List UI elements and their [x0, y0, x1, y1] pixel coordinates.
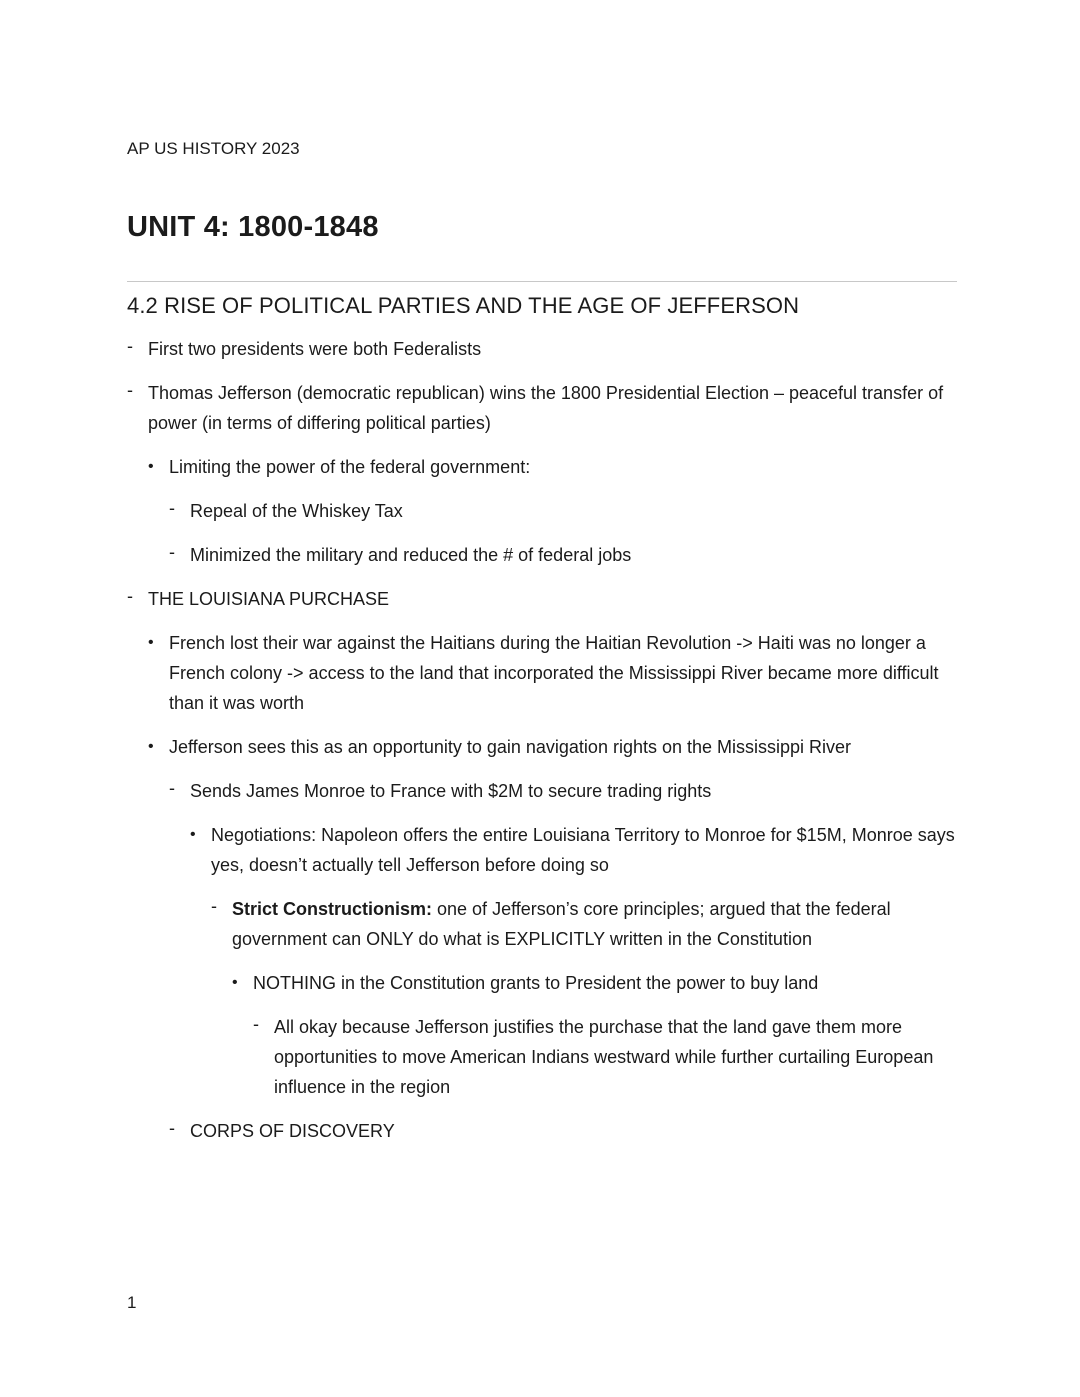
list-item [148, 452, 957, 482]
dash-bullet-icon: - [127, 336, 133, 356]
list-item [232, 968, 957, 998]
list-item-text: CORPS OF DISCOVERY [190, 1121, 395, 1141]
list-item-text: Repeal of the Whiskey Tax [190, 501, 403, 521]
list-item-bold-text: Strict Constructionism: [232, 899, 433, 919]
list-item-text: Negotiations: Napoleon offers the entire Louisiana Territory to Monroe for $15M, Monroe says yes, doesn’t actually tell Jefferson before doing so [211, 825, 955, 875]
dot-bullet-icon: • [148, 634, 154, 651]
dash-bullet-icon: - [253, 1014, 259, 1034]
list-item-text: All okay because Jefferson justifies the purchase that the land gave them more opportunities to move American Indians westward while further curtailing European influence in the region [274, 1017, 934, 1097]
list-item-text: French lost their war against the Haitians during the Haitian Revolution -> Haiti was no longer a French colony -> access to the land that incorporated the Mississippi River became more difficult than it was worth [169, 633, 939, 713]
dot-bullet-icon: • [148, 738, 154, 755]
list-item-text: Sends James Monroe to France with $2M to secure trading rights [190, 781, 712, 801]
list-item-text: Minimized the military and reduced the # of federal jobs [190, 545, 632, 565]
list-item [169, 496, 957, 526]
list-item [148, 732, 957, 762]
list-item-text: NOTHING in the Constitution grants to President the power to buy land [253, 973, 819, 993]
list-item [127, 584, 957, 614]
list-item [127, 334, 957, 364]
list-item-text: Limiting the power of the federal government: [169, 457, 531, 477]
dash-bullet-icon: - [169, 542, 175, 562]
dash-bullet-icon: - [169, 498, 175, 518]
list-item [211, 894, 957, 954]
document-header: AP US HISTORY 2023 [127, 139, 300, 158]
outline-list [127, 334, 957, 1146]
section-divider [127, 281, 957, 282]
list-item [148, 628, 957, 718]
dot-bullet-icon: • [190, 826, 196, 843]
list-item [127, 378, 957, 438]
list-item [169, 776, 957, 806]
dash-bullet-icon: - [169, 778, 175, 798]
list-item-text: Thomas Jefferson (democratic republican) wins the 1800 Presidential Election – peaceful transfer of power (in terms of differing political parties) [148, 383, 944, 433]
dot-bullet-icon: • [232, 974, 238, 991]
dot-bullet-icon: • [148, 458, 154, 475]
list-item-text: THE LOUISIANA PURCHASE [148, 589, 390, 609]
list-item-text: First two presidents were both Federalists [148, 339, 482, 359]
list-item [169, 540, 957, 570]
dash-bullet-icon: - [211, 896, 217, 916]
dash-bullet-icon: - [169, 1118, 175, 1138]
page-number: 1 [127, 1293, 137, 1312]
section-heading: 4.2 RISE OF POLITICAL PARTIES AND THE AGE OF JEFFERSON [127, 293, 800, 318]
list-item [169, 1116, 957, 1146]
dash-bullet-icon: - [127, 586, 133, 606]
list-item [190, 820, 957, 880]
list-item-rest-text: one of Jefferson’s core principles; argued that the federal government can ONLY do what is EXPLICITLY written in the Constitution [232, 899, 891, 949]
list-item-text [232, 894, 957, 954]
list-item [253, 1012, 957, 1102]
page-title: UNIT 4: 1800-1848 [127, 211, 379, 243]
list-item-text: Jefferson sees this as an opportunity to gain navigation rights on the Mississippi River [169, 737, 852, 757]
dash-bullet-icon: - [127, 380, 133, 400]
